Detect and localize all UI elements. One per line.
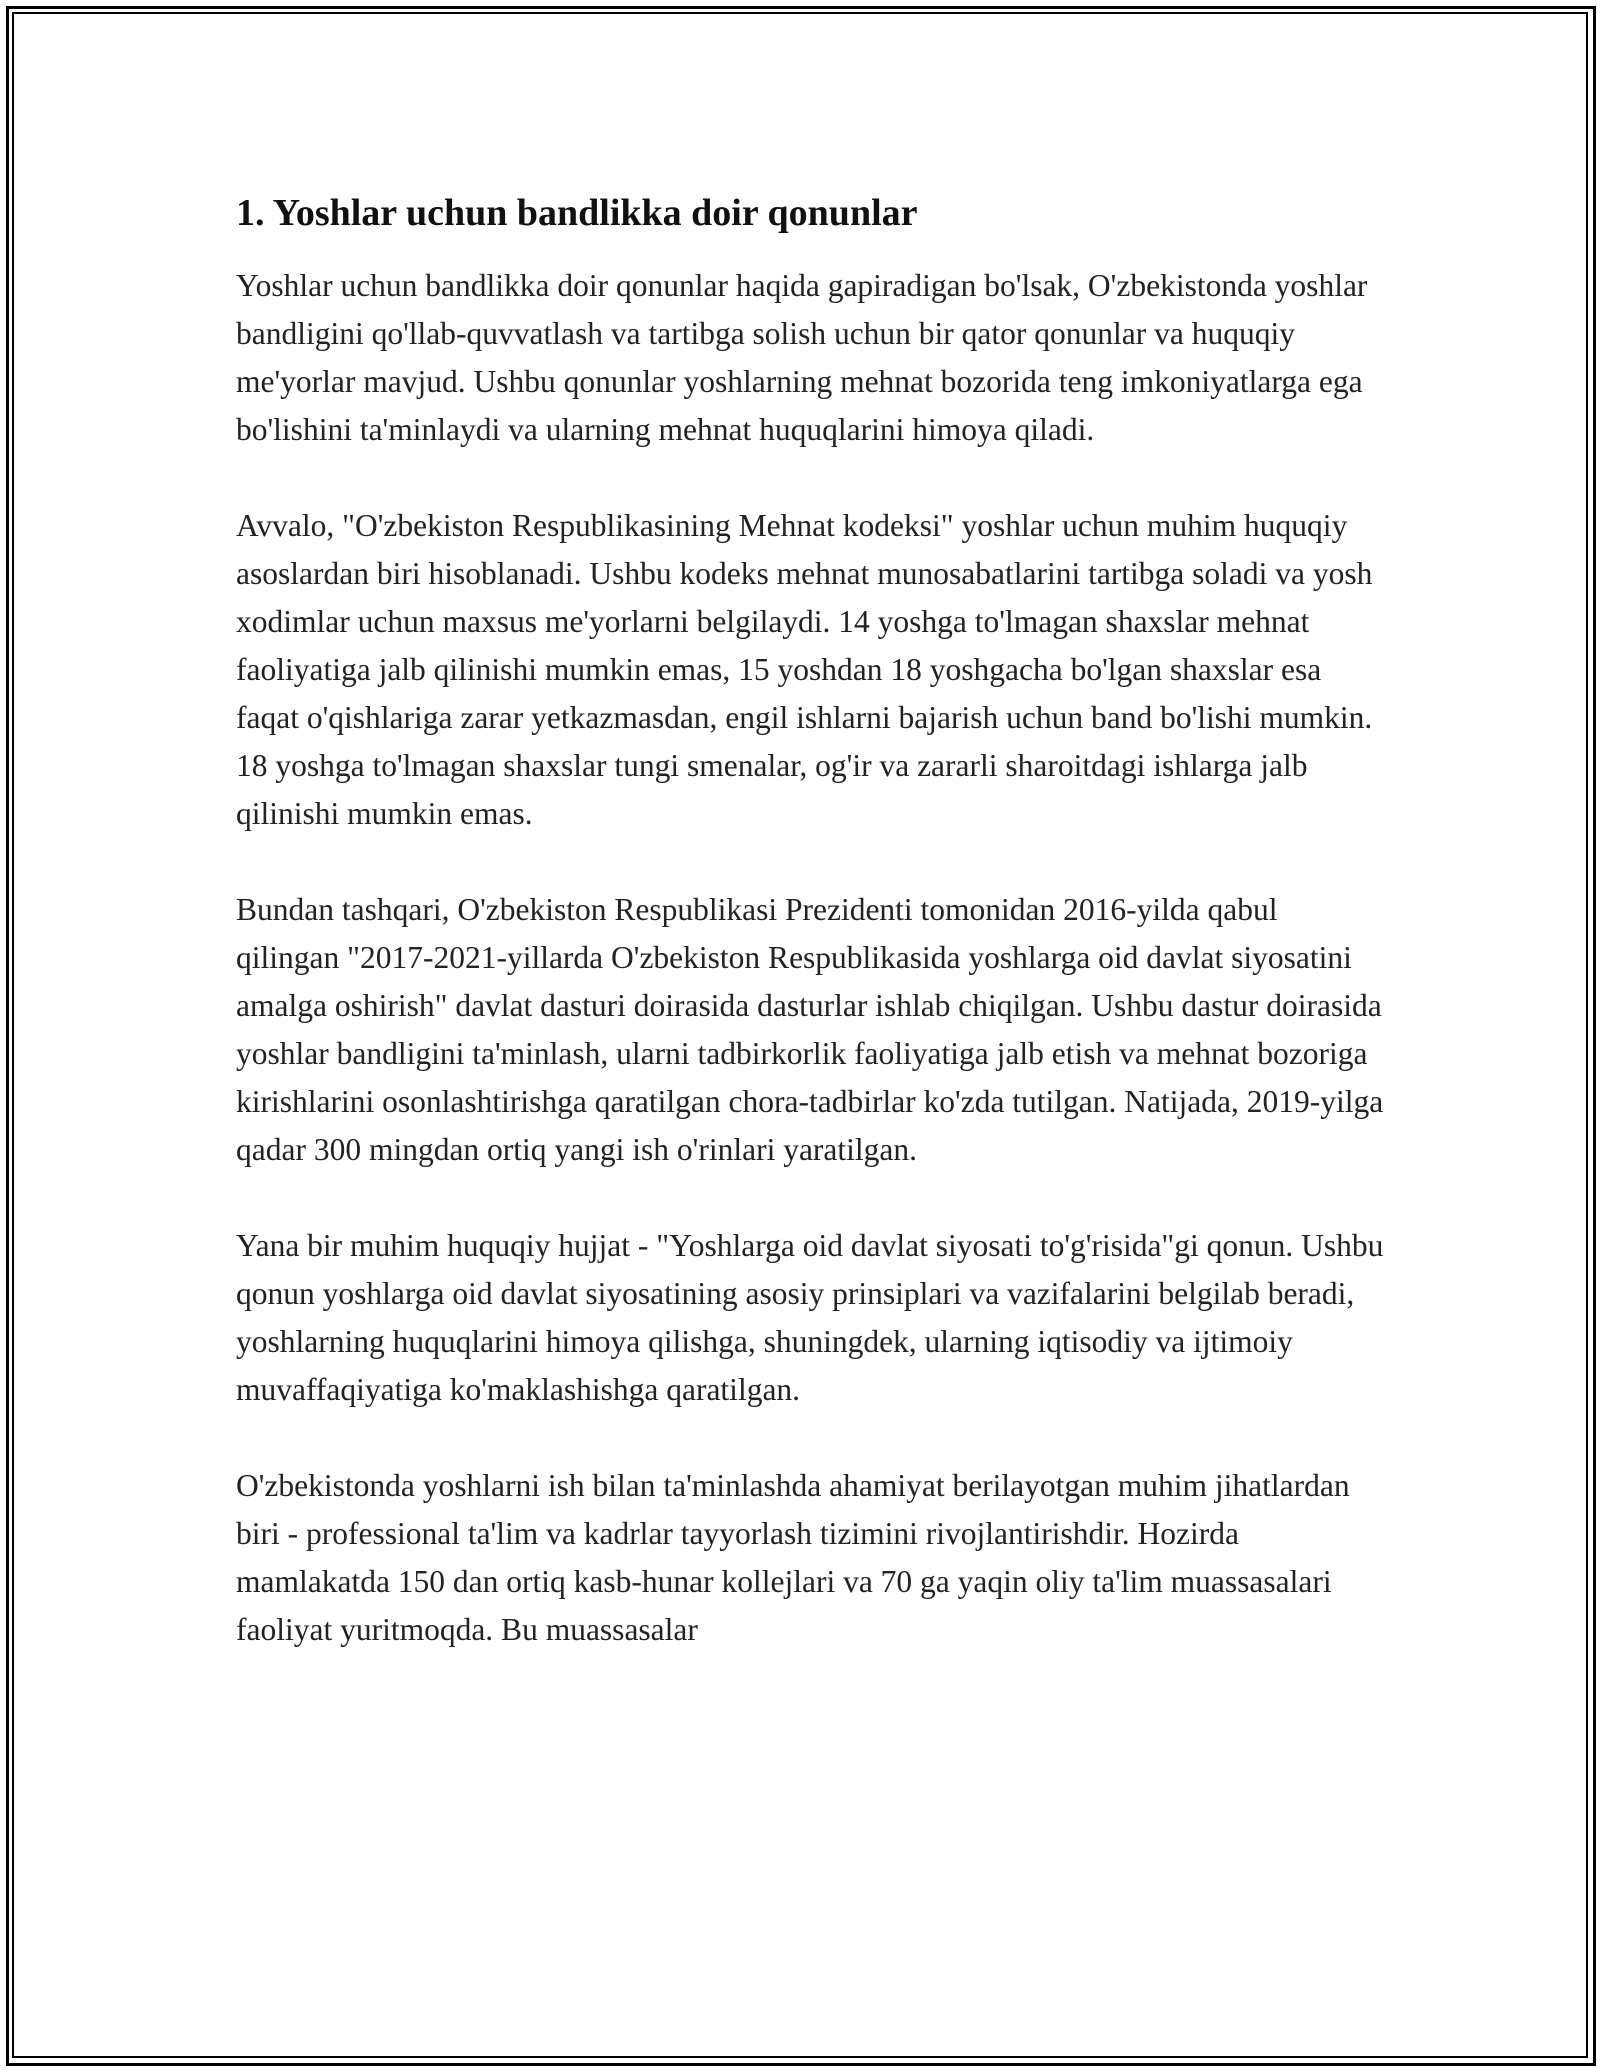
paragraph-2: Avvalo, "O'zbekiston Respublikasining Mehnat kodeksi" yoshlar uchun muhim huquqiy asoslardan biri hisoblanadi. Ushbu kodeks mehnat munosabatlarini tartibga soladi va yosh xodimlar uchun maxsus me'yorlarni belgilaydi. 14 yoshga to'lmagan shaxslar mehnat faoliyatiga jalb qilinishi mumkin emas, 15 yoshdan 18 yoshgacha bo'lgan shaxslar esa faqat o'qishlariga zarar yetkazmasdan, engil ishlarni bajarish uchun band bo'lishi mumkin. 18 yoshga to'lmagan shaxslar tungi smenalar, og'ir va zararli sharoitdagi ishlarga jalb qilinishi mumkin emas.: [236, 508, 1373, 831]
paragraph-4: Yana bir muhim huquqiy hujjat - "Yoshlarga oid davlat siyosati to'g'risida"gi qonun. Ushbu qonun yoshlarga oid davlat siyosatining asosiy prinsiplari va vazifalarini belgilab beradi, yoshlarning huquqlarini himoya qilishga, shuningdek, ularning iqtisodiy va ijtimoiy muvaffaqiyatiga ko'maklashishga qaratilgan.: [236, 1228, 1384, 1407]
document-body: [236, 188, 1386, 1654]
paragraph-5: O'zbekistonda yoshlarni ish bilan ta'minlashda ahamiyat berilayotgan muhim jihatlardan biri - professional ta'lim va kadrlar tayyorlash tizimini rivojlantirishdir. Hozirda mamlakatda 150 dan ortiq kasb-hunar kollejlari va 70 ga yaqin oliy ta'lim muassasalari faoliyat yuritmoqda. Bu muassasalar: [236, 1468, 1350, 1647]
paragraph-1: Yoshlar uchun bandlikka doir qonunlar haqida gapiradigan bo'lsak, O'zbekistonda yoshlar bandligini qo'llab-quvvatlash va tartibga solish uchun bir qator qonunlar va huquqiy me'yorlar mavjud. Ushbu qonunlar yoshlarning mehnat bozorida teng imkoniyatlarga ega bo'lishini ta'minlaydi va ularning mehnat huquqlarini himoya qiladi.: [236, 268, 1368, 447]
section-heading: 1. Yoshlar uchun bandlikka doir qonunlar: [236, 192, 918, 234]
paragraph-3: Bundan tashqari, O'zbekiston Respublikasi Prezidenti tomonidan 2016-yilda qabul qilingan "2017-2021-yillarda O'zbekiston Respublikasida yoshlarga oid davlat siyosatini amalga oshirish" davlat dasturi doirasida dasturlar ishlab chiqilgan. Ushbu dastur doirasida yoshlar bandligini ta'minlash, ularni tadbirkorlik faoliyatiga jalb etish va mehnat bozoriga kirishlarini osonlashtirishga qaratilgan chora-tadbirlar ko'zda tutilgan. Natijada, 2019-yilga qadar 300 mingdan ortiq yangi ish o'rinlari yaratilgan.: [236, 892, 1384, 1167]
